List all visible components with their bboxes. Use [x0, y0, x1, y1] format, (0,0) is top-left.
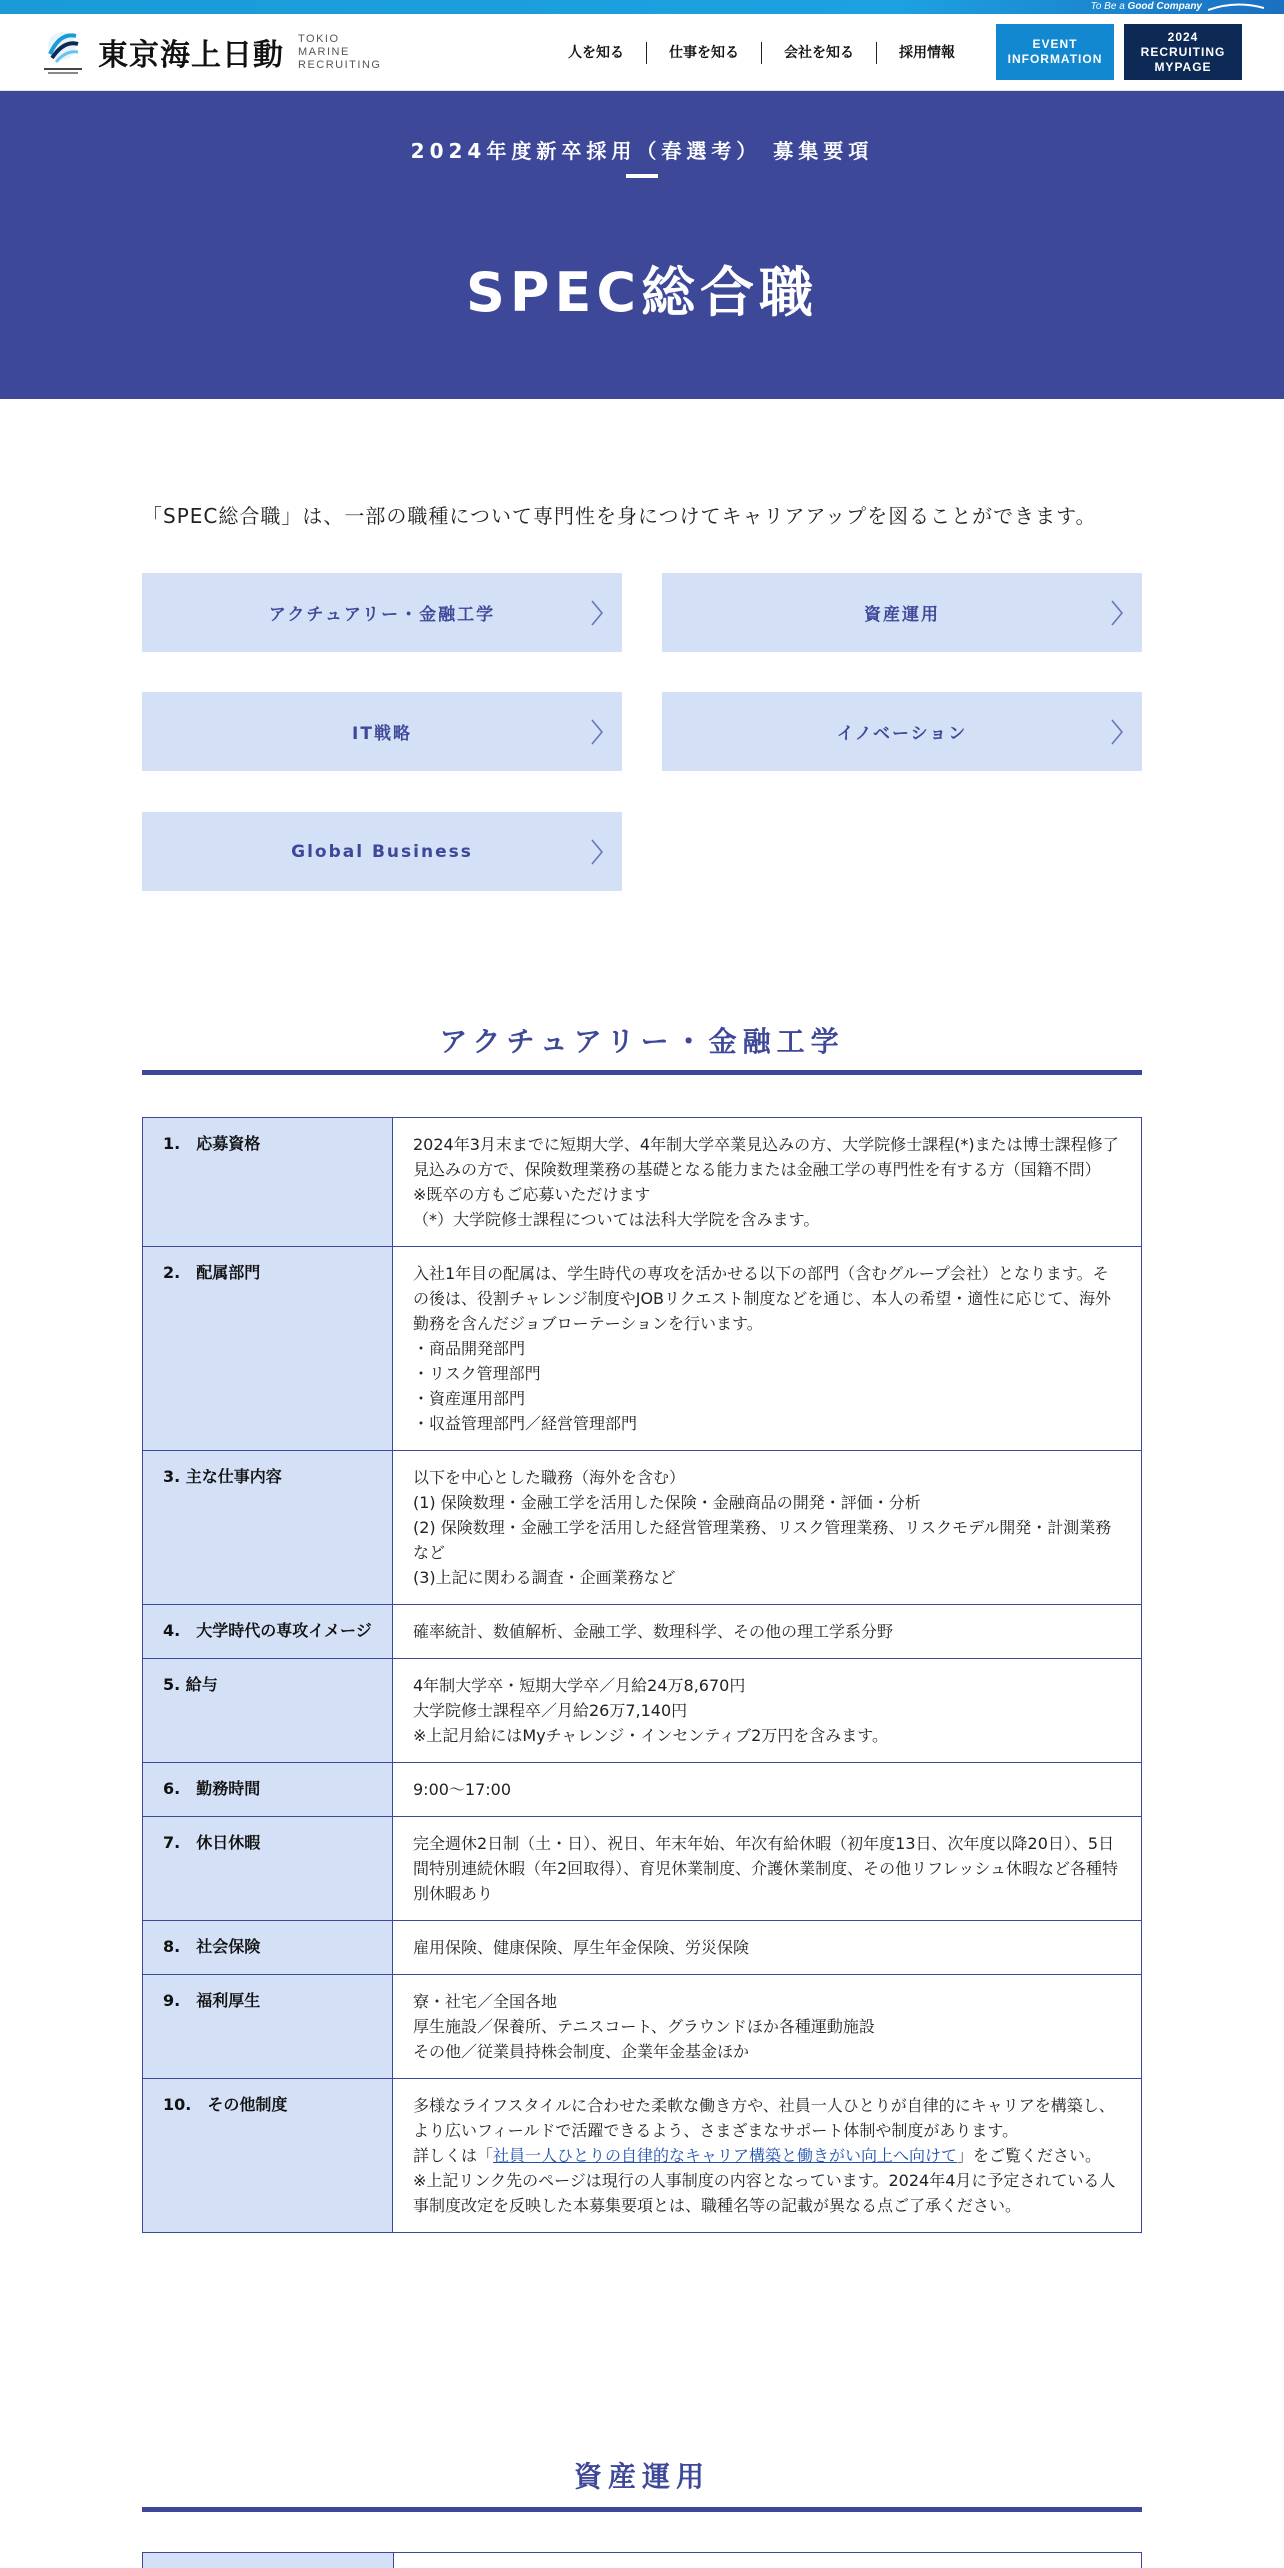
- table-row: [143, 1975, 1142, 2079]
- table-row: [143, 1763, 1142, 1817]
- hero-divider: [626, 174, 658, 178]
- tile-it-strategy[interactable]: [142, 692, 622, 771]
- row-label: 1. 応募資格: [143, 1118, 393, 1247]
- logo[interactable]: [42, 28, 388, 76]
- table-row: [143, 1659, 1142, 1763]
- tile-label: アクチュアリー・金融工学: [268, 605, 496, 625]
- event-information-button[interactable]: EVENT INFORMATION: [996, 24, 1114, 80]
- tile-label: IT戦略: [352, 724, 412, 744]
- page-title: SPEC総合職: [466, 261, 818, 324]
- section-title-actuary: アクチュアリー・金融工学: [439, 1025, 845, 1058]
- chevron-right-icon: [1110, 599, 1124, 627]
- logo-text: 東京海上日動: [98, 38, 284, 73]
- row-label: 9. 福利厚生: [143, 1975, 393, 2079]
- table-row: [143, 1118, 1142, 1247]
- row-label: 4. 大学時代の専攻イメージ: [143, 1605, 393, 1659]
- chevron-right-icon: [1110, 718, 1124, 746]
- row-value: 以下を中心とした職務（海外を含む） (1) 保険数理・金融工学を活用した保険・金融商品の開発・評価・分析 (2) 保険数理・金融工学を活用した経営管理業務、リスク管理業務、リスクモデル開発・計測業務など (3)上記に関わる調査・企画業務など: [393, 1451, 1142, 1605]
- row-label: 5. 給与: [143, 1659, 393, 1763]
- recruiting-mypage-button[interactable]: 2024 RECRUITING MYPAGE: [1124, 24, 1242, 80]
- table-row: [143, 1605, 1142, 1659]
- career-support-link[interactable]: 社員一人ひとりの自律的なキャリア構築と働きがい向上へ向けて: [493, 2146, 958, 2165]
- row-value: 完全週休2日制（土・日）、祝日、年末年始、年次有給休暇（初年度13日、次年度以降20日）、5日間特別連続休暇（年2回取得）、育児休業制度、介護休業制度、その他リフレッシュ休暇など各種特別休暇あり: [393, 1817, 1142, 1921]
- nav-people[interactable]: 人を知る: [568, 45, 624, 61]
- requirements-table: [142, 1117, 1142, 2233]
- table-row: [143, 2079, 1142, 2233]
- site-header: [0, 14, 1284, 91]
- tile-global-business[interactable]: [142, 812, 622, 891]
- row-value: 多様なライフスタイルに合わせた柔軟な働き方や、社員一人ひとりが自律的にキャリアを構築し、より広いフィールドで活躍できるよう、さまざまなサポート体制や制度があります。 詳しくは「社員一人ひとりの自律的なキャリア構築と働きがい向上へ向けて」をご覧ください。 ※上記リンク先のページは現行の人事制度の内容となっています。2024年4月に予定されている人事制度改定を反映した本募集要項とは、職種名等の記載が異なる点ご了承ください。: [393, 2079, 1142, 2233]
- row-value: 寮・社宅／全国各地 厚生施設／保養所、テニスコート、グラウンドほか各種運動施設 その他／従業員持株会制度、企業年金基金ほか: [393, 1975, 1142, 2079]
- tile-label: Global Business: [291, 841, 473, 862]
- nav-company[interactable]: 会社を知る: [761, 42, 876, 64]
- chevron-right-icon: [590, 718, 604, 746]
- row-label: 3. 主な仕事内容: [143, 1451, 393, 1605]
- table-row: [143, 1451, 1142, 1605]
- row-value: 雇用保険、健康保険、厚生年金保険、労災保険: [393, 1921, 1142, 1975]
- row-value: 2024年3月末までに短期大学、4年制大学卒業見込みの方、大学院修士課程(*)または博士課程修了見込みの方で、保険数理業務の基礎となる能力または金融工学の専門性を有する方（国籍不問） ※既卒の方もご応募いただけます （*）大学院修士課程については法科大学院を含みます。: [393, 1118, 1142, 1247]
- hero-subtitle: 2024年度新卒採用（春選考） 募集要項: [410, 139, 874, 163]
- row-value: 確率統計、数値解析、金融工学、数理科学、その他の理工学系分野: [393, 1605, 1142, 1659]
- row-label: 2. 配属部門: [143, 1247, 393, 1451]
- tile-label: イノベーション: [836, 724, 968, 744]
- hero: [0, 91, 1284, 399]
- intro-text: 「SPEC総合職」は、一部の職種について専門性を身につけてキャリアアップを図ることができます。: [142, 504, 1097, 528]
- global-nav: [546, 42, 977, 64]
- logo-mark-icon: [42, 28, 86, 76]
- asset-management-table: [142, 2552, 1142, 2568]
- logo-sub: TOKIO MARINE RECRUITING: [298, 32, 382, 71]
- row-value: 入社1年目の配属は、学生時代の専攻を活かせる以下の部門（含むグループ会社）となります。その後は、役割チャレンジ制度やJOBリクエスト制度などを通じ、本人の希望・適性に応じて、海外勤務を含んだジョブローテーションを行います。 ・商品開発部門 ・リスク管理部門 ・資産運用部門 ・収益管理部門／経営管理部門: [393, 1247, 1142, 1451]
- tile-asset-management[interactable]: [662, 573, 1142, 652]
- table-row: [143, 1921, 1142, 1975]
- row-label: 8. 社会保険: [143, 1921, 393, 1975]
- row-value: 9:00〜17:00: [393, 1763, 1142, 1817]
- section-rule: [142, 1070, 1142, 1075]
- row-value: 4年制大学卒・短期大学卒／月給24万8,670円 大学院修士課程卒／月給26万7,140円 ※上記月給にはMyチャレンジ・インセンティブ2万円を含みます。: [393, 1659, 1142, 1763]
- table-row: [143, 1817, 1142, 1921]
- chevron-right-icon: [590, 599, 604, 627]
- swoosh-icon: [1208, 2, 1264, 12]
- nav-work[interactable]: 仕事を知る: [646, 42, 761, 64]
- row-label: 10. その他制度: [143, 2079, 393, 2233]
- table-row: [143, 1247, 1142, 1451]
- nav-recruit[interactable]: 採用情報: [876, 42, 977, 64]
- tile-actuary[interactable]: [142, 573, 622, 652]
- chevron-right-icon: [590, 838, 604, 866]
- tagline: To Be a Good Company: [1090, 1, 1202, 12]
- section-rule: [142, 2507, 1142, 2512]
- tile-label: 資産運用: [864, 605, 940, 625]
- section-title-asset-management: 資産運用: [573, 2460, 710, 2493]
- row-label: 6. 勤務時間: [143, 1763, 393, 1817]
- row-label: 7. 休日休暇: [143, 1817, 393, 1921]
- top-strip: [0, 0, 1284, 14]
- tile-innovation[interactable]: [662, 692, 1142, 771]
